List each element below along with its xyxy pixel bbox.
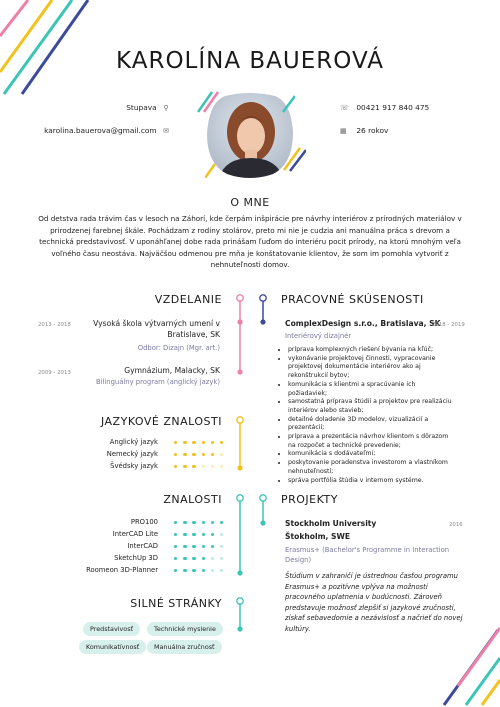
skills-title: ZNALOSTI — [163, 493, 222, 506]
language-rating-dot — [174, 441, 177, 444]
language-rating-dot — [220, 465, 223, 468]
skill-rating-dot — [220, 521, 223, 524]
language-rating-dot — [192, 453, 195, 456]
language-rating-dot — [220, 441, 223, 444]
skill-rating-dot — [202, 557, 205, 560]
email-row[interactable] — [44, 126, 173, 135]
experience-bullet: • samostatná príprava štúdií a projektov pre realizáciu interiérov alebo stavieb; — [288, 398, 454, 415]
language-rating-dot — [211, 465, 214, 468]
language-label: Nemecký jazyk — [106, 450, 158, 458]
language-rating-dot — [192, 441, 195, 444]
about-text: Od detstva rada trávim čas v lesoch na Záhorí, kde čerpám inšpirácie pre návrhy interiérov z prírodných materiálov v prirodzenej farebnej škále. Pochádzam z rodiny stolárov, preto mi nie je cudzia ani manuálna práca s drevom a technická predstavivosť. V uponáhľanej dobe rada prinášam ľuďom do interiéru pocit prírody, na ktorú mnohým veľa voľného času neostáva. Najväčšou odmenou pre mňa je konštatovanie klientov, že som im pomohla vytvoriť z nehnuteľnosti domov. — [38, 214, 462, 269]
strength-tag: Komunikatívnosť — [79, 640, 146, 654]
language-rating-dot — [183, 453, 186, 456]
skill-label: InterCAD — [127, 542, 158, 550]
language-label: Anglický jazyk — [109, 438, 158, 446]
language-rating-dot — [202, 453, 205, 456]
experience-title: PRACOVNÉ SKÚSENOSTI — [281, 293, 424, 306]
age-text: 26 rokov — [356, 126, 389, 135]
skill-rating-dot — [174, 545, 177, 548]
language-rating-dot — [192, 465, 195, 468]
experience-bullet: • príprava komplexných riešení bývania na kľúč; — [288, 346, 454, 355]
language-label: Švédsky jazyk — [110, 462, 158, 470]
skill-rating-dot — [174, 533, 177, 536]
envelope-icon: ✉ — [163, 127, 169, 135]
skill-rating-dot — [211, 545, 214, 548]
skill-rating-dot — [202, 569, 205, 572]
skill-rating-dot — [220, 545, 223, 548]
strengths-title: SILNÉ STRÁNKY — [130, 597, 222, 610]
strength-tag: Predstavivosť — [83, 622, 140, 636]
phone-row — [340, 103, 429, 112]
education-2-years: 2009 - 2013 — [38, 370, 71, 376]
city-text: Stupava — [126, 103, 157, 112]
project-description: Štúdium v zahraničí je ústrednou časťou programu Erasmus+ a pozitívne vplýva na možnosti pracovného uplatnenia v budúcnosti. Zároveň predstavuje možnosť zlepšiť si jazykové zručnosti, získať sebavedomie a nezávislosť a načrieť do novej kultúry. — [285, 572, 463, 633]
location-pin-icon: ⚲ — [163, 104, 169, 112]
calendar-icon: ▦ — [340, 127, 347, 135]
skill-label: PRO100 — [130, 518, 158, 526]
skill-rating-dot — [183, 557, 186, 560]
skill-rating-dot — [183, 569, 186, 572]
strength-tag: Technické myslenie — [147, 622, 223, 636]
skill-rating-dot — [192, 569, 195, 572]
education-2-school: Gymnázium, Malacky, SK — [124, 366, 220, 375]
photo-accent-left — [196, 90, 220, 114]
language-rating-dot — [174, 453, 177, 456]
experience-bullet: • vykonávanie projektovej činnosti, vypracovanie projektovej dokumentácie interiérov ako aj rekonštrukcií bytov; — [288, 355, 454, 381]
phone-icon: ☏ — [340, 104, 349, 112]
skill-rating-dot — [183, 533, 186, 536]
language-rating-dot — [211, 441, 214, 444]
experience-company: ComplexDesign s.r.o., Bratislava, SK — [285, 319, 441, 328]
language-rating-dot — [183, 465, 186, 468]
skill-rating-dot — [192, 545, 195, 548]
education-1-detail: Odbor: Dizajn (Mgr. art.) — [137, 344, 220, 352]
experience-years: 2018 - 2019 — [432, 322, 465, 328]
age-row — [340, 126, 388, 135]
skill-rating-dot — [202, 521, 205, 524]
skill-rating-dot — [202, 545, 205, 548]
skill-rating-dot — [174, 521, 177, 524]
project-city: Štokholm, SWE — [285, 532, 351, 541]
project-school: Stockholm University — [285, 519, 377, 528]
education-title: VZDELANIE — [154, 293, 222, 306]
language-rating-dot — [202, 465, 205, 468]
experience-role: Interiérový dizajnér — [285, 332, 352, 340]
strength-tag: Manuálna zručnosť — [147, 640, 222, 654]
language-rating-dot — [202, 441, 205, 444]
language-rating-dot — [211, 453, 214, 456]
education-1-city: Bratislave, SK — [167, 330, 220, 339]
experience-bullet: • komunikácia s klientmi a spracúvanie ich požiadaviek; — [288, 381, 454, 398]
skill-rating-dot — [174, 569, 177, 572]
skill-label: SketchUp 3D — [114, 554, 158, 562]
skill-rating-dot — [211, 569, 214, 572]
skill-rating-dot — [220, 569, 223, 572]
experience-bullet: • komunikácia s dodávateľmi; — [288, 450, 454, 459]
experience-bullet: • detailné doladenie 3D modelov, vizualizácií a prezentácií; — [288, 416, 454, 433]
skill-rating-dot — [192, 521, 195, 524]
skill-label: Roomeon 3D-Planner — [86, 566, 158, 574]
skill-rating-dot — [220, 557, 223, 560]
experience-bullet: • správa portfólia štúdia v internom systéme. — [288, 477, 454, 486]
experience-bullets — [279, 346, 454, 485]
skill-rating-dot — [202, 533, 205, 536]
timeline — [230, 290, 270, 640]
photo-accent — [282, 144, 306, 172]
cv-name: KAROLÍNA BAUEROVÁ — [116, 48, 384, 74]
city-row — [126, 103, 173, 112]
skill-rating-dot — [211, 557, 214, 560]
skill-rating-dot — [211, 533, 214, 536]
email-text[interactable]: karolina.bauerova@gmail.com — [44, 126, 157, 135]
projects-title: PROJEKTY — [281, 493, 338, 506]
skill-rating-dot — [192, 557, 195, 560]
experience-bullet: • poskytovanie poradenstva investorom a vlastníkom nehnuteľností; — [288, 459, 454, 476]
skill-rating-dot — [211, 521, 214, 524]
education-1-school: Vysoká škola výtvarných umení v — [93, 319, 220, 328]
skill-rating-dot — [220, 533, 223, 536]
project-program: Erasmus+ (Bachelor's Programme in Interaction Design) — [285, 546, 450, 564]
education-2-detail: Bilinguálny program (anglický jazyk) — [95, 378, 220, 386]
languages-title: JAZYKOVÉ ZNALOSTI — [100, 415, 222, 428]
education-1-years: 2013 - 2018 — [38, 322, 71, 328]
project-year: 2016 — [449, 522, 463, 528]
skill-rating-dot — [174, 557, 177, 560]
skill-rating-dot — [183, 521, 186, 524]
language-rating-dot — [174, 465, 177, 468]
skill-rating-dot — [183, 545, 186, 548]
language-rating-dot — [220, 453, 223, 456]
language-rating-dot — [183, 441, 186, 444]
skill-label: InterCAD Lite — [112, 530, 158, 538]
about-title: O MNE — [230, 196, 270, 209]
experience-bullet: • príprava a prezentácia návrhov klientom s dôrazom na rozpočet a technické prevedenie; — [288, 433, 454, 450]
skill-rating-dot — [192, 533, 195, 536]
phone-text: 00421 917 840 475 — [356, 103, 430, 112]
